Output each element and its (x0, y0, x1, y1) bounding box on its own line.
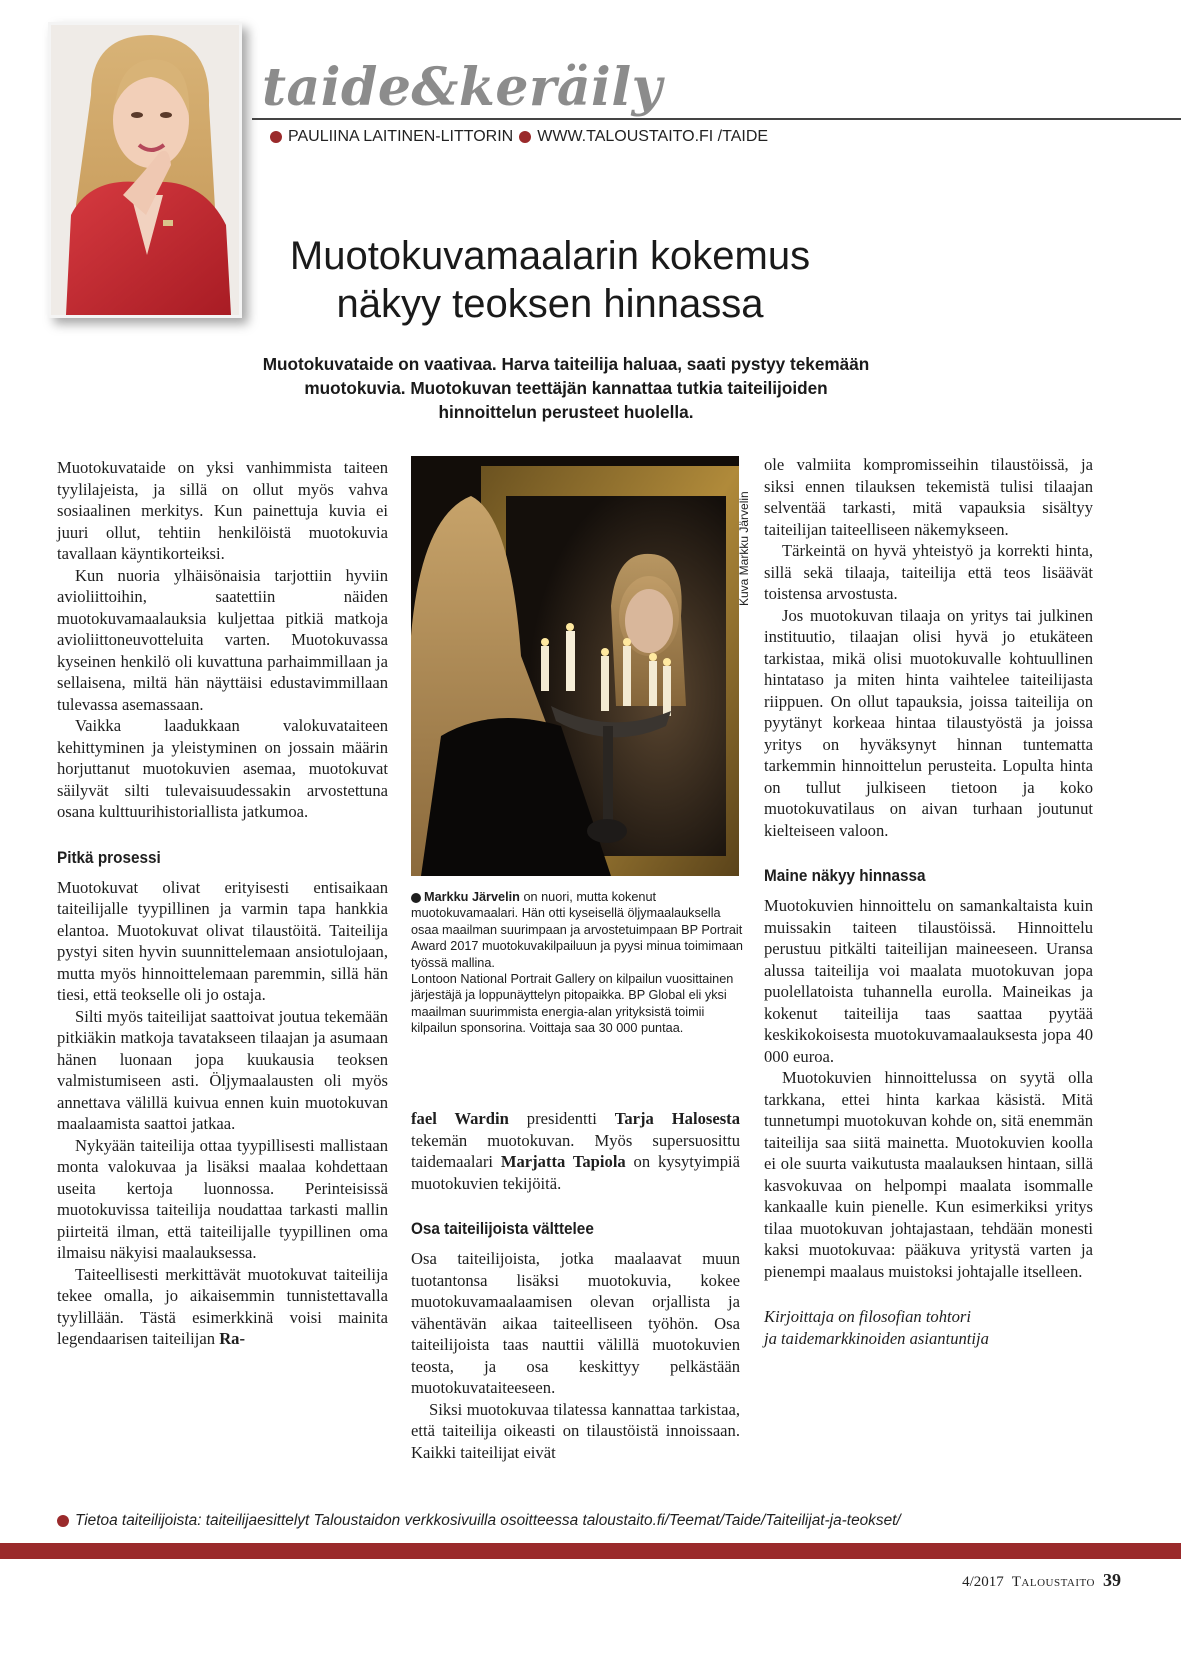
artist-name: Marjatta Tapiola (500, 1152, 626, 1171)
article-column-1 (57, 457, 388, 1350)
footnote (57, 1512, 901, 1530)
signature-line-1: Kirjoittaja on filosofian tohtori (764, 1307, 971, 1326)
paragraph: Muotokuvat olivat erityisesti entisaikaan taiteilijalle tyypillinen ja varmin tapa hankkia elantoa. Muotokuvat olivat tilaustöitä. Taiteilija pystyi siten hyvin suunnittelemaan ansiotulojaan, mutta myös hinnoittelemaan paremmin, sillä hän tiesi, että teokselle oli jo ostaja. (57, 877, 388, 1004)
artist-name: fael Wardin (411, 1109, 509, 1128)
page-number: 39 (1103, 1570, 1121, 1590)
section-title: taide&keräily (262, 57, 663, 118)
paragraph-text: on kysytyimpiä muotokuvien tekijöitä. (411, 1152, 741, 1193)
headline-line-1: Muotokuvamaalarin kokemus (289, 234, 811, 278)
subheading: Pitkä prosessi (57, 847, 161, 867)
bullet-dot-icon (270, 131, 282, 143)
paragraph: Muotokuvien hinnoittelussa on syytä olla tarkkana, ettei hinta karkaa käsistä. Mitä tunnetumpi muotokuvan kohde on, sitä enemmän taiteilija saa siitä mainetta. Muotokuvien koolla ei ole suurta vaikutusta maalauksen hintaan, sillä kasvokuvaa on helpompi maalata isommalle kankaalle kuin pienelle. Kun esimerkiksi yritys tilaa muotokuvan johtajastaan, tehdään monesti kaksi muotokuvaa: pääkuva yritystä varten ja pienempi maalaus muistoksi johtajalle itselleen. (764, 1068, 1093, 1281)
paragraph: Jos muotokuvan tilaaja on yritys tai julkinen instituutio, tilaajan olisi hyvä jo etukäteen tarkistaa, mikä olisi muotokuvalle kohtuullinen hintataso ja miten hinta vaihtelee taiteilijasta riippuen. On ollut tapauksia, joissa taiteilija on pyytänyt korkeaa hintaa tilaustyöstä ja joissa yritys on hyväksynyt hinnan tuntematta tarkemmin hinnoittelun perusteita. Lopulta hinta on tullut julkiseen tietoon ja koko muotokuvatilaus on aivan turhaan joutunut kielteiseen valoon. (764, 605, 1093, 840)
author-photo-frame (48, 22, 242, 318)
paragraph: Muotokuvien hinnoittelu on samankaltaista kuin muissakin taiteen tilaustöissä. Hinnoittelu perustuu pitkälti taiteilijan maineeseen. Uransa alussa taiteilija voi maalata muotokuvan jopa puolellatoista tuhannella eurolla. Maineikas ja kokenut taiteilija taas saattaa pyytää keskikokoisesta muotokuvamaalauksesta jopa 40 000 euroa. (764, 896, 1093, 1066)
magazine-name: Taloustaito (1011, 1574, 1095, 1590)
paragraph: Osa taiteilijoista, jotka maalaavat muun tuotantonsa lisäksi muotokuvia, kokee muotokuvamaalaamisen olevan orjallista ja vähentävän aikaa taiteelliseen työhön. Osa taiteilijoista taas nauttii välillä muotokuvien teosta, ja osa keskittyy pelkästään muotokuvataiteeseen. (411, 1249, 740, 1397)
article-column-2 (411, 1108, 740, 1463)
person-name: Tarja Halosesta (614, 1109, 740, 1128)
footer-bar (0, 1543, 1181, 1559)
signature-line-2: ja taidemarkkinoiden asiantuntija (764, 1328, 989, 1348)
caption-name: Markku Järvelin (424, 890, 520, 904)
bullet-dot-icon (57, 1515, 69, 1527)
paragraph: Nykyään taiteilija ottaa tyypillisesti mallistaan monta valokuvaa ja lisäksi maalaa kohdettaan useita kertoja luonnossa. Perinteisissä muotokuvissa taiteilija noudattaa tarkasti mallin piirteitä ilman, että taiteilijalle tyypillinen oma ilmaisu näkyisi maalauksessa. (57, 1135, 388, 1262)
paragraph: Muotokuvataide on yksi vanhimmista taiteen tyylilajeista, ja sillä on ollut myös vahva sosiaalinen merkitys. Kun painettuja kuvia ei juuri ollut, tehtiin henkilöistä muotokuvia tavallaan käyntikorteiksi. (57, 458, 388, 563)
paragraph: ole valmiita kompromisseihin tilaustöissä, ja siksi ennen tilauksen tekemistä tulisi tilaajan selventää tarkasti, mitä vapauksia sisältyy taiteilijan taiteelliseen näkemykseen. (764, 455, 1093, 539)
photo-credit (737, 456, 757, 606)
paragraph: Tärkeintä on hyvä yhteistyö ja korrekti hinta, sillä sekä tilaaja, taiteilija että teos lisäävät toistensa arvostusta. (764, 541, 1093, 603)
section-website[interactable]: WWW.TALOUSTAITO.FI /TAIDE (537, 128, 769, 145)
paragraph (411, 1108, 740, 1194)
author-signature (764, 1306, 1093, 1349)
headline-line-2: näkyy teoksen hinnassa (336, 282, 764, 326)
byline (270, 128, 768, 146)
photo-caption (411, 889, 746, 1037)
paragraph (57, 1264, 388, 1350)
header-rule (252, 118, 1181, 120)
bullet-dot-icon (411, 893, 421, 903)
caption-paragraph-2: Lontoon National Portrait Gallery on kilpailun vuosittainen järjestäjä ja loppunäyttelyn pitopaikka. BP Global eli yksi maailman suurimmista energia-alan yrityksistä toimii kilpailun sponsorina. Voittaja saa 30 000 puntaa. (411, 972, 734, 1036)
issue-number: 4/2017 (962, 1574, 1004, 1590)
author-name: PAULIINA LAITINEN-LITTORIN (288, 128, 514, 145)
subheading: Maine näkyy hinnassa (764, 866, 926, 885)
paragraph-text: Taiteellisesti merkittävät muotokuvat taiteilija tekee omalla, jo aikaisemmin tunnistettavalla tyylillään. Tästä esimerkkinä voisi mainita legendaarisen taiteilijan (57, 1264, 388, 1348)
bullet-dot-icon (519, 131, 531, 143)
caption-paragraph (411, 889, 746, 971)
artist-name: Ra- (219, 1329, 245, 1348)
paragraph: Siksi muotokuvaa tilatessa kannattaa tarkistaa, että taiteilija oikeasti on tilaustöistä innoissaan. Kaikki taiteilijat eivät (411, 1399, 740, 1462)
article-headline (250, 232, 850, 328)
paragraph-text: presidentti (508, 1109, 615, 1128)
footnote-text[interactable]: Tietoa taiteilijoista: taiteilijaesittelyt Taloustaidon verkkosivuilla osoitteessa taloustaito.fi/Teemat/Taide/Taiteilijat-ja-teokset/ (75, 1512, 901, 1529)
paragraph: Kun nuoria ylhäisönaisia tarjottiin hyviin avioliittoihin, saatettiin näiden muotokuvamaalauksia kuljettaa pitkiä matkoja avioliittoneuvotteluita varten. Muotokuvassa kyseinen henkilö oli kuvattuna parhaimmillaan ja sellaisena, miltä hän näyttäisi edustavimmillaan tulevassa asemassaan. (57, 565, 388, 714)
article-photo (411, 456, 739, 876)
subheading: Osa taiteilijoista välttelee (411, 1219, 594, 1238)
author-photo (51, 25, 239, 315)
photo-credit-text: Kuva Markku Järvelin (737, 491, 751, 606)
page-folio (962, 1570, 1121, 1591)
article-lead: Muotokuvataide on vaativaa. Harva taiteilija haluaa, saati pystyy tekemään muotokuvia. Muotokuvan teettäjän kannattaa tutkia taiteilijoiden hinnoittelun perusteet huolella. (262, 354, 870, 422)
paragraph: Silti myös taiteilijat saattoivat joutua tekemään pitkiäkin matkoja tavatakseen tilaajan ja asumaan hänen luonaan jopa kuukausia teoksen valmistumiseen asti. Öljymaalausten oli myös annettava välillä kuivua ennen kuin muotokuvan maalaamista saattoi jatkaa. (57, 1006, 388, 1133)
caption-text: on nuori, mutta kokenut muotokuvamaalari. Hän otti kyseisellä öljymaalauksella osaa maailman suurimpaan ja arvostetuimpaan BP Portrait Award 2017 muotokuvakilpailuun ja pyysi minua toimimaan työssä mallina. (411, 890, 743, 970)
article-column-3 (764, 454, 1093, 1349)
paragraph-text: tekemän muotokuvan. Myös supersuosittu taidemaalari (411, 1130, 740, 1171)
paragraph: Vaikka laadukkaan valokuvataiteen kehittyminen ja yleistyminen on jossain määrin horjuttanut muotokuvien asemaa, muotokuvat säilyvät silti tulevaisuudessakin arvostettuna osana kulttuurihistoriallista jatkumoa. (57, 716, 388, 821)
